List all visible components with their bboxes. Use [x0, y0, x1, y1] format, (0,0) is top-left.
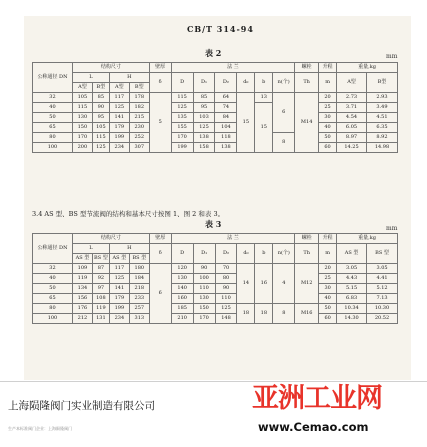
cell: 40: [319, 123, 337, 133]
cell: 6.05: [337, 123, 367, 133]
cell: 30: [319, 113, 337, 123]
cell-delta: 6: [149, 264, 171, 324]
col-flange: 法 兰: [171, 63, 295, 73]
cell: 84: [215, 113, 237, 123]
cell: 10.34: [337, 304, 367, 314]
cell: 30: [319, 284, 337, 294]
cell: 119: [92, 304, 109, 314]
cell-dn: 80: [33, 133, 73, 143]
cell: 87: [92, 264, 109, 274]
cell: 199: [109, 133, 129, 143]
col-delta: δ: [149, 244, 171, 264]
cell: 313: [129, 314, 149, 324]
table-row: [33, 113, 398, 123]
cell-d0: 15: [237, 93, 255, 153]
cell: 90: [215, 284, 237, 294]
cell-th: M14: [295, 93, 319, 153]
cell: 150: [72, 123, 92, 133]
cell: 109: [72, 264, 92, 274]
col-H-B: B型: [129, 83, 149, 93]
cell: 140: [171, 284, 193, 294]
table3: [32, 233, 398, 324]
col-wB: BS 型: [367, 244, 398, 264]
col-L-A: AS 型: [72, 254, 92, 264]
table3-caption: 表 3: [205, 219, 222, 229]
cell: 230: [129, 123, 149, 133]
cell: 20: [319, 93, 337, 103]
cell: 156: [72, 294, 92, 304]
section-note: 3.4 AS 型、BS 型节流阀的结构和基本尺寸按图 1、图 2 和表 3。: [32, 210, 225, 218]
cell: 199: [109, 304, 129, 314]
col-delta: δ: [149, 73, 171, 93]
cell: 179: [109, 294, 129, 304]
cell: 130: [171, 274, 193, 284]
cell: 64: [215, 93, 237, 103]
cell: 60: [319, 143, 337, 153]
site-logo[interactable]: 亚洲工业网: [252, 383, 382, 414]
cell: 3.05: [337, 264, 367, 274]
cell: 25: [319, 103, 337, 113]
col-structure: 结构尺寸: [72, 63, 149, 73]
table-row: [33, 133, 398, 143]
cell: 125: [92, 143, 109, 153]
table-row: [33, 274, 398, 284]
cell: 90: [193, 264, 215, 274]
col-n: n(个): [273, 244, 295, 264]
cell: 20.52: [367, 314, 398, 324]
col-thickness: 壁厚: [149, 63, 171, 73]
cell: 4.41: [367, 274, 398, 284]
cell-d0: 18: [237, 304, 255, 324]
col-L: L: [72, 73, 109, 83]
col-weight: 重量,kg: [337, 63, 398, 73]
col-wB: B型: [366, 73, 397, 93]
cell-dn: 40: [33, 274, 73, 284]
cell: 160: [171, 294, 193, 304]
cell-dn: 65: [33, 123, 73, 133]
cell: 218: [129, 284, 149, 294]
cell: 176: [72, 304, 92, 314]
cell-b: 18: [255, 304, 273, 324]
col-lift: 升程: [319, 234, 337, 244]
table-row: [33, 143, 398, 153]
table-row: [33, 123, 398, 133]
cell: 110: [215, 294, 237, 304]
cell: 97: [92, 284, 109, 294]
cell: 74: [215, 103, 237, 113]
cell: 117: [109, 264, 129, 274]
cell: 2.93: [366, 93, 397, 103]
col-lift: 升程: [319, 63, 337, 73]
cell: 125: [109, 103, 129, 113]
col-H-A: AS 型: [109, 254, 129, 264]
cell: 125: [171, 103, 193, 113]
cell: 210: [171, 314, 193, 324]
cell-dn: 80: [33, 304, 73, 314]
col-wA: AS 型: [337, 244, 367, 264]
cell: 7.13: [367, 294, 398, 304]
cell: 4.51: [366, 113, 397, 123]
cell: 138: [215, 143, 237, 153]
cell: 215: [129, 113, 149, 123]
cell: 170: [193, 314, 215, 324]
cell-dn: 32: [33, 93, 73, 103]
table-row: [33, 264, 398, 274]
site-url[interactable]: www.Cemao.com: [258, 420, 369, 434]
cell: 252: [129, 133, 149, 143]
cell-n: 4: [273, 264, 295, 304]
cell: 85: [92, 93, 109, 103]
cell: 85: [193, 93, 215, 103]
cell: 118: [215, 133, 237, 143]
cell: 6.35: [366, 123, 397, 133]
cell: 150: [193, 304, 215, 314]
cell: 80: [215, 274, 237, 284]
cell-d0: 14: [237, 264, 255, 304]
cell: 130: [193, 294, 215, 304]
table3-unit: mm: [386, 225, 398, 232]
table-row: [33, 284, 398, 294]
cell-dn: 100: [33, 143, 73, 153]
footer-small-text: 生产本标准阀门企业：上海陨隆阀门: [8, 426, 72, 431]
col-D2: D₂: [215, 73, 237, 93]
cell: 115: [72, 103, 92, 113]
col-D1: D₁: [193, 73, 215, 93]
cell: 199: [171, 143, 193, 153]
cell: 117: [109, 93, 129, 103]
cell: 115: [171, 93, 193, 103]
col-Th: Th: [295, 244, 319, 264]
cell: 60: [319, 314, 337, 324]
cell: 200: [72, 143, 92, 153]
cell: 6.83: [337, 294, 367, 304]
cell-b: 16: [255, 264, 273, 304]
col-dn: 公称通径 DN: [33, 63, 73, 93]
col-D: D: [171, 244, 193, 264]
col-L: L: [72, 244, 109, 254]
col-weight: 重量,kg: [337, 234, 398, 244]
cell: 105: [92, 123, 109, 133]
cell-dn: 50: [33, 113, 73, 123]
cell: 10.30: [367, 304, 398, 314]
cell: 50: [319, 304, 337, 314]
cell: 178: [129, 93, 149, 103]
cell: 20: [319, 264, 337, 274]
cell-b: 15: [255, 103, 273, 153]
cell: 155: [171, 123, 193, 133]
cell: 138: [193, 133, 215, 143]
cell-delta: 5: [149, 93, 171, 153]
cell: 170: [171, 133, 193, 143]
cell: 125: [215, 304, 237, 314]
cell: 3.71: [337, 103, 367, 113]
cell: 14.98: [366, 143, 397, 153]
col-d0: d₀: [237, 73, 255, 93]
cell: 115: [92, 133, 109, 143]
cell-n: 8: [273, 133, 295, 153]
cell: 104: [215, 123, 237, 133]
cell: 50: [319, 133, 337, 143]
cell: 234: [109, 314, 129, 324]
cell: 14.25: [337, 143, 367, 153]
cell-n: 6: [273, 93, 295, 133]
table2-caption: 表 2: [205, 48, 222, 58]
col-m: m: [319, 73, 337, 93]
col-D2: D₂: [215, 244, 237, 264]
cell: 90: [92, 103, 109, 113]
table-row: [33, 314, 398, 324]
cell: 234: [109, 143, 129, 153]
cell: 3.05: [367, 264, 398, 274]
cell: 40: [319, 294, 337, 304]
cell: 5.12: [367, 284, 398, 294]
cell: 130: [72, 113, 92, 123]
cell: 170: [72, 133, 92, 143]
cell: 4.43: [337, 274, 367, 284]
cell: 95: [193, 103, 215, 113]
col-bolt: 螺栓: [295, 63, 319, 73]
table-row: [33, 304, 398, 314]
col-b: b: [255, 244, 273, 264]
col-H: H: [109, 244, 149, 254]
col-flange: 法 兰: [171, 234, 295, 244]
cell: 158: [193, 143, 215, 153]
cell-b: 13: [255, 93, 273, 103]
table2: [32, 62, 398, 153]
cell-dn: 50: [33, 284, 73, 294]
cell: 5.15: [337, 284, 367, 294]
col-wA: A型: [337, 73, 367, 93]
cell: 131: [92, 314, 109, 324]
cell-dn: 32: [33, 264, 73, 274]
cell: 70: [215, 264, 237, 274]
company-name: 上海陨隆阀门实业制造有限公司: [8, 400, 155, 412]
cell-th: M12: [295, 264, 319, 304]
cell: 141: [109, 284, 129, 294]
cell: 257: [129, 304, 149, 314]
col-H-B: BS 型: [129, 254, 149, 264]
col-L-B: BS 型: [92, 254, 109, 264]
col-b: b: [255, 73, 273, 93]
col-dn: 公称通径 DN: [33, 234, 73, 264]
table-row: [33, 93, 398, 103]
cell: 120: [171, 264, 193, 274]
cell: 233: [129, 294, 149, 304]
col-structure: 结构尺寸: [72, 234, 149, 244]
cell: 4.54: [337, 113, 367, 123]
col-d0: d₀: [237, 244, 255, 264]
cell: 141: [109, 113, 129, 123]
footer-divider: [0, 381, 427, 382]
cell: 134: [72, 284, 92, 294]
col-Th: Th: [295, 73, 319, 93]
cell-dn: 40: [33, 103, 73, 113]
col-thickness: 壁厚: [149, 234, 171, 244]
cell: 307: [129, 143, 149, 153]
standard-number: CB/T 314-94: [187, 24, 254, 34]
table-row: [33, 103, 398, 113]
col-L-B: B型: [92, 83, 109, 93]
col-D1: D₁: [193, 244, 215, 264]
cell: 125: [109, 274, 129, 284]
cell: 185: [171, 304, 193, 314]
cell: 8.97: [337, 133, 367, 143]
cell-dn: 65: [33, 294, 73, 304]
cell: 184: [129, 274, 149, 284]
cell: 103: [193, 113, 215, 123]
cell: 25: [319, 274, 337, 284]
cell: 92: [92, 274, 109, 284]
cell: 8.92: [366, 133, 397, 143]
cell-n: 8: [273, 304, 295, 324]
cell: 95: [92, 113, 109, 123]
cell: 119: [72, 274, 92, 284]
cell: 108: [92, 294, 109, 304]
cell: 180: [129, 264, 149, 274]
cell: 148: [215, 314, 237, 324]
cell-th: M16: [295, 304, 319, 324]
col-n: n(个): [273, 73, 295, 93]
cell: 100: [193, 274, 215, 284]
cell: 110: [193, 284, 215, 294]
cell-dn: 100: [33, 314, 73, 324]
cell: 105: [72, 93, 92, 103]
col-bolt: 螺栓: [295, 234, 319, 244]
cell: 125: [193, 123, 215, 133]
col-H: H: [109, 73, 149, 83]
cell: 14.30: [337, 314, 367, 324]
col-L-A: A型: [72, 83, 92, 93]
cell: 182: [129, 103, 149, 113]
col-D: D: [171, 73, 193, 93]
cell: 212: [72, 314, 92, 324]
col-H-A: A型: [109, 83, 129, 93]
col-m: m: [319, 244, 337, 264]
cell: 2.73: [337, 93, 367, 103]
cell: 3.49: [366, 103, 397, 113]
table-row: [33, 294, 398, 304]
cell: 179: [109, 123, 129, 133]
table2-unit: mm: [386, 53, 398, 60]
cell: 135: [171, 113, 193, 123]
